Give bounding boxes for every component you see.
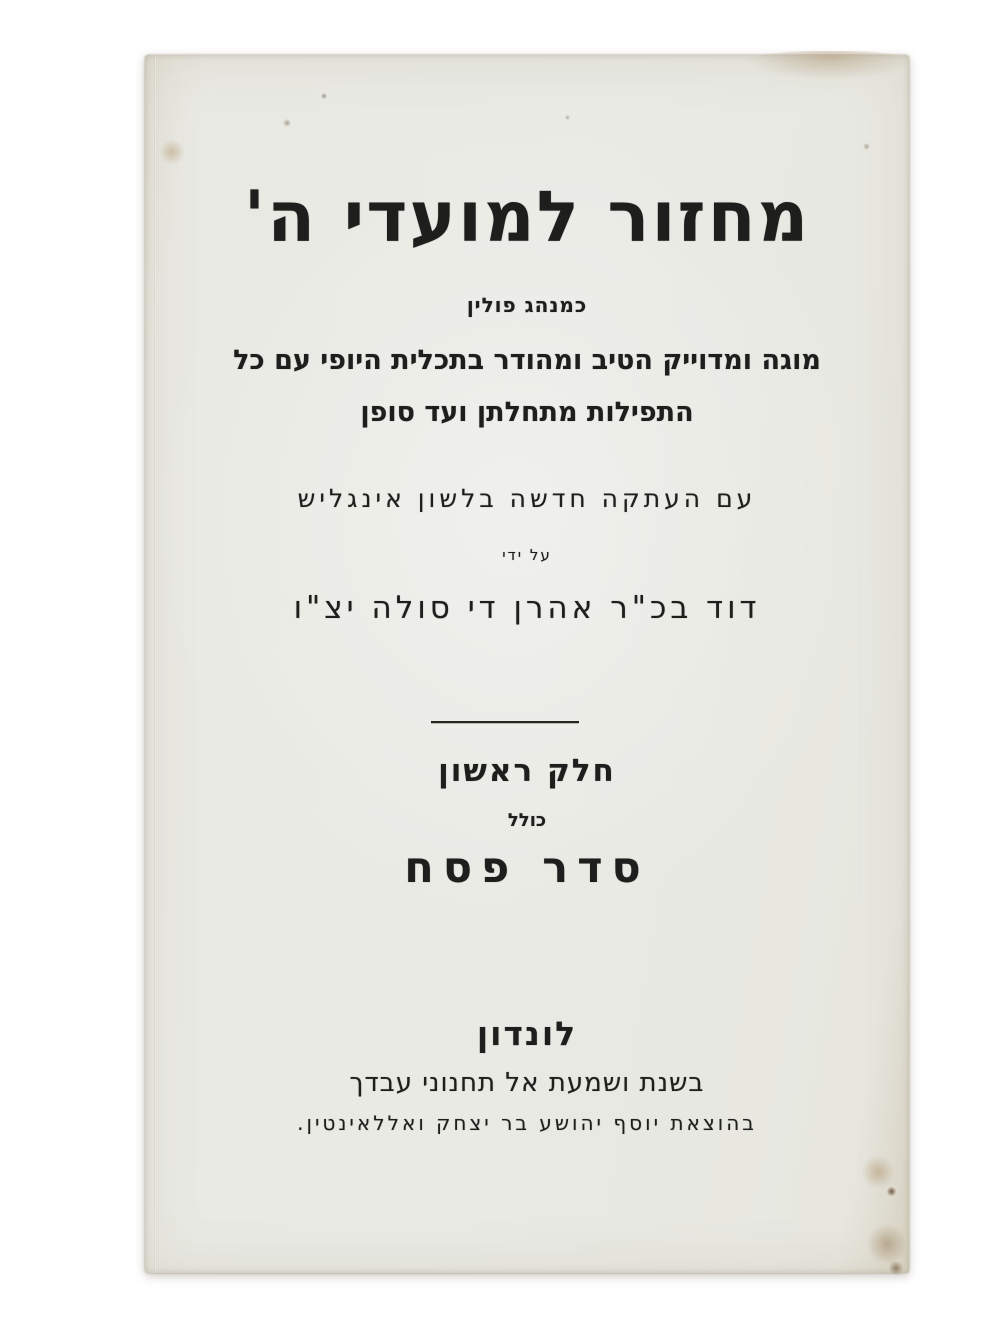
- section-title: סדר פסח: [404, 843, 650, 893]
- imprint-year-chronogram: בשנת ושמעת אל תחנוני עבדך: [349, 1068, 705, 1098]
- part-heading: חלק ראשון: [438, 753, 616, 789]
- imprint-city: לונדון: [476, 1014, 578, 1053]
- rite-subtitle: כמנהג פולין: [466, 293, 588, 317]
- containing-label: כולל: [507, 810, 547, 831]
- printed-text-block: [145, 55, 909, 1273]
- description-line-2: התפילות מתחלתן ועד סופן: [360, 397, 694, 428]
- description-line-1: מוגה ומדוייק הטיב ומהודר בתכלית היופי עם כל: [233, 345, 821, 376]
- translation-note: עם העתקה חדשה בלשון אינגליש: [297, 484, 757, 513]
- scanned-title-page: [145, 55, 909, 1273]
- by-label: על ידי: [502, 546, 552, 564]
- horizontal-rule: [431, 721, 579, 723]
- book-title: מחזור למועדי ה': [243, 176, 811, 258]
- imprint-publisher: בהוצאת יוסף יהושע בר יצחק ואללאינטין.: [297, 1111, 757, 1135]
- author-name: דוד בכ"ר אהרן די סולה יצ"ו: [293, 590, 761, 626]
